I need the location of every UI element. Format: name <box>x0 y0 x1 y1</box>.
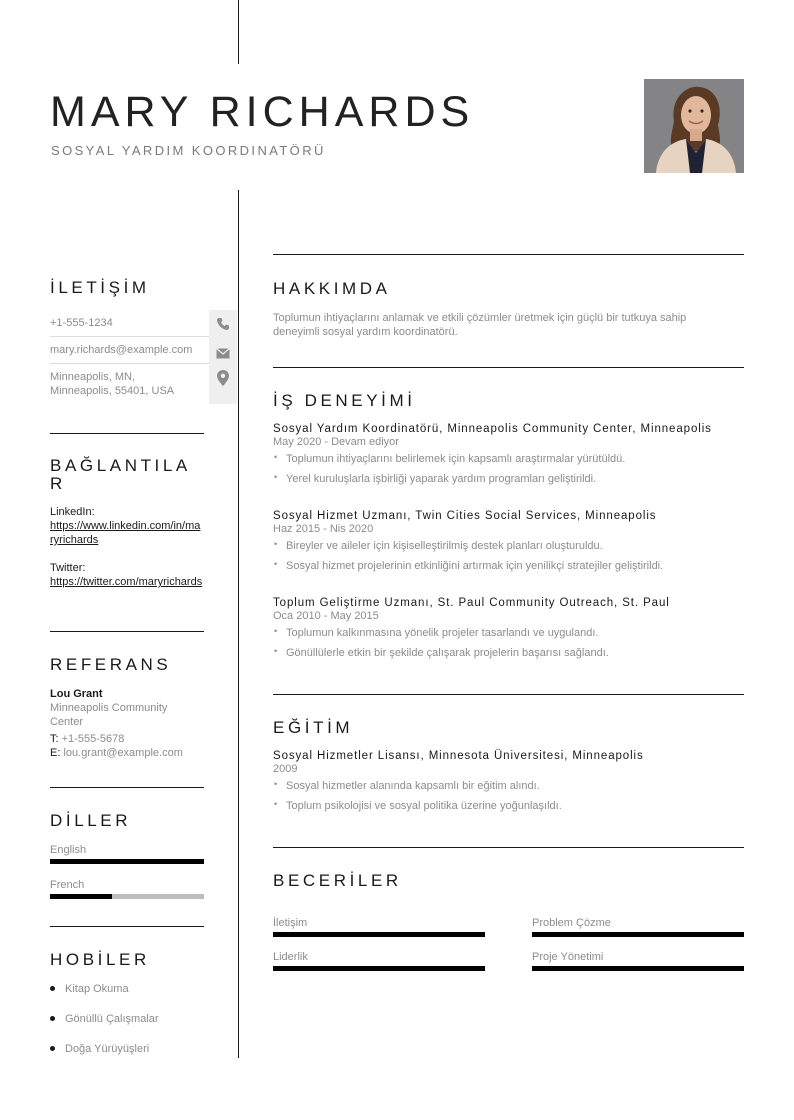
skill-bar <box>273 932 485 937</box>
contact-phone: +1-555-1234 <box>50 317 113 329</box>
twitter-link[interactable]: https://twitter.com/maryrichards <box>50 576 203 588</box>
experience-heading: İŞ DENEYİMİ <box>273 391 416 410</box>
language-name: French <box>50 879 85 891</box>
reference-org: Minneapolis Community Center <box>50 702 168 728</box>
contact-address-line2: Minneapolis, 55401, USA <box>50 385 175 397</box>
job-bullet: • Gönüllülerle etkin bir şekilde çalışarak projelerin başarısı sağlandı. <box>273 647 744 659</box>
portrait-image <box>644 79 744 173</box>
education-year: 2009 <box>273 763 298 775</box>
phone-icon <box>216 317 230 336</box>
skill-name: Liderlik <box>273 951 308 963</box>
education-entry <box>273 750 744 812</box>
skill-name: Proje Yönetimi <box>532 951 604 963</box>
contact-phone-row <box>50 317 237 329</box>
divider-education <box>273 847 744 848</box>
skill-bar <box>532 932 744 937</box>
job-title: Sosyal Hizmet Uzmanı, Twin Cities Social Services, Minneapolis <box>273 510 657 522</box>
divider-vertical-top <box>238 0 239 64</box>
skill-item <box>532 951 744 971</box>
candidate-title: SOSYAL YARDIM KOORDINATÖRÜ <box>51 143 326 158</box>
job-bullet: • Toplumun kalkınmasına yönelik projeler tasarlandı ve uygulandı. <box>273 627 744 639</box>
contact-address-row <box>50 370 237 398</box>
education-heading: EĞİTİM <box>273 718 354 737</box>
divider-contact <box>50 433 204 434</box>
job-title: Sosyal Yardım Koordinatörü, Minneapolis Community Center, Minneapolis <box>273 423 712 435</box>
skill-bar <box>532 966 744 971</box>
links-heading: BAĞLANTILA R <box>50 456 191 493</box>
education-bullet: • Toplum psikolojisi ve sosyal politika üzerine yoğunlaşıldı. <box>273 800 744 812</box>
reference-email: lou.grant@example.com <box>63 747 183 759</box>
linkedin-label: LinkedIn: <box>50 506 95 518</box>
reference-phone: +1-555-5678 <box>61 733 125 745</box>
bullet-icon <box>50 986 55 991</box>
contact-heading: İLETİŞİM <box>50 278 150 297</box>
language-name: English <box>50 844 87 856</box>
job-entry <box>273 597 744 659</box>
reference-name: Lou Grant <box>50 688 103 700</box>
job-bullet: • Toplumun ihtiyaçlarını belirlemek için kapsamlı araştırmalar yürütüldü. <box>273 453 744 465</box>
divider-reference <box>50 787 204 788</box>
candidate-name: MARY RICHARDS <box>50 88 475 136</box>
linkedin-link[interactable]: https://www.linkedin.com/in/maryrichards <box>50 520 201 546</box>
languages-heading: DİLLER <box>50 811 132 830</box>
divider-experience <box>273 694 744 695</box>
envelope-icon <box>216 346 230 364</box>
language-bar <box>50 859 204 864</box>
language-bar-fill <box>50 894 112 899</box>
job-date: May 2020 - Devam ediyor <box>273 436 399 448</box>
bullet-icon <box>50 1016 55 1021</box>
reference-email-row <box>50 746 204 760</box>
languages-list <box>50 843 204 903</box>
about-text: Toplumun ihtiyaçlarını anlamak ve etkili çözümler üretmek için güçlü bir tutkuya sahip deneyimli sosyal yardım koordinatörü. <box>273 312 687 338</box>
reference-email-label: E: <box>50 747 61 759</box>
hobbies-heading: HOBİLER <box>50 950 150 969</box>
skill-name: Problem Çözme <box>532 917 611 929</box>
skill-item <box>273 917 485 937</box>
job-entry <box>273 423 744 485</box>
profile-photo <box>644 79 744 173</box>
contact-email: mary.richards@example.com <box>50 344 193 356</box>
linkedin-block <box>50 505 204 547</box>
skill-bar <box>273 966 485 971</box>
job-date: Haz 2015 - Nis 2020 <box>273 523 374 535</box>
divider-about-top <box>273 254 744 255</box>
education-bullet: • Sosyal hizmetler alanında kapsamlı bir eğitim alındı. <box>273 780 744 792</box>
list-item: Doğa Yürüyüşleri <box>50 1043 149 1055</box>
job-bullet: • Yerel kuruluşlarla işbirliği yaparak yardım programları geliştirildi. <box>273 473 744 485</box>
reference-heading: REFERANS <box>50 655 172 674</box>
job-bullet: • Bireyler ve aileler için kişiselleştirilmiş destek planları oluşturuldu. <box>273 540 744 552</box>
language-bar-fill <box>50 859 204 864</box>
contact-email-row <box>50 344 237 356</box>
divider-vertical-main <box>238 190 239 1058</box>
hobbies-list <box>50 983 204 1063</box>
job-title: Toplum Geliştirme Uzmanı, St. Paul Community Outreach, St. Paul <box>273 597 670 609</box>
skill-item <box>273 951 485 971</box>
about-heading: HAKKIMDA <box>273 279 391 298</box>
skill-item <box>532 917 744 937</box>
list-item: Kitap Okuma <box>50 983 129 995</box>
reference-phone-label: T: <box>50 733 59 745</box>
divider-about <box>273 367 744 368</box>
skills-heading: BECERİLER <box>273 871 402 890</box>
divider-links <box>50 631 204 632</box>
divider-languages <box>50 926 204 927</box>
reference-phone-row <box>50 732 204 746</box>
language-bar <box>50 894 204 899</box>
reference-block <box>50 687 204 760</box>
education-degree: Sosyal Hizmetler Lisansı, Minnesota Üniversitesi, Minneapolis <box>273 750 644 762</box>
skill-name: İletişim <box>273 917 308 929</box>
job-bullet: • Sosyal hizmet projelerinin etkinliğini artırmak için yenilikçi stratejiler geliştirildi. <box>273 560 744 572</box>
twitter-label: Twitter: <box>50 562 86 574</box>
bullet-icon <box>50 1046 55 1051</box>
map-pin-icon <box>217 370 229 391</box>
job-date: Oca 2010 - May 2015 <box>273 610 379 622</box>
job-entry <box>273 510 744 572</box>
twitter-block <box>50 561 204 589</box>
list-item: Gönüllü Çalışmalar <box>50 1013 159 1025</box>
contact-address-line1: Minneapolis, MN, <box>50 371 135 383</box>
